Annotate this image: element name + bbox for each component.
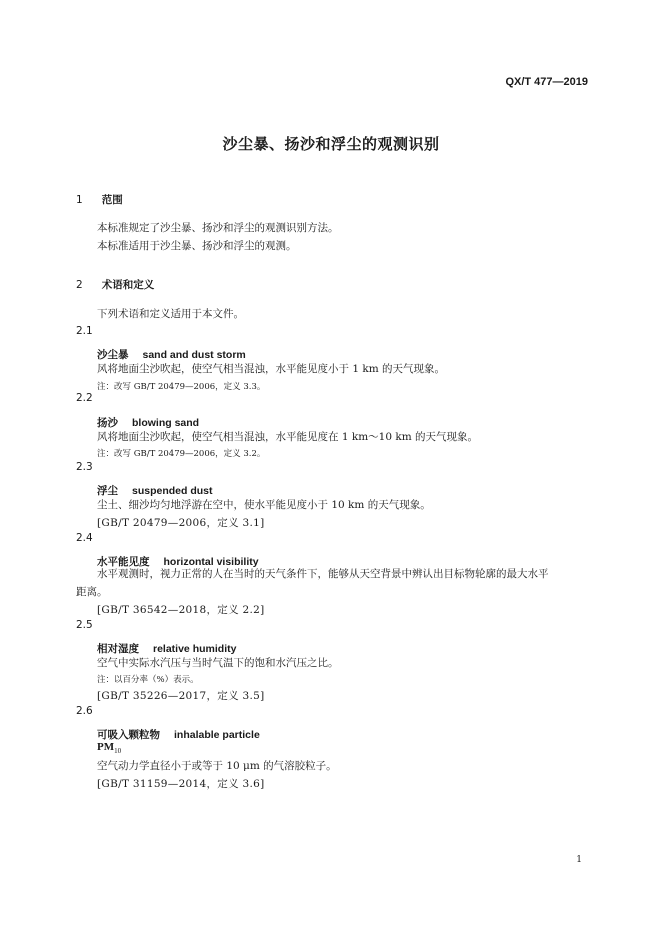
section-1-paragraph-1: 本标准规定了沙尘暴、扬沙和浮尘的观测识别方法。 bbox=[97, 222, 339, 234]
term-chinese: 沙尘暴 bbox=[97, 349, 129, 361]
term-chinese: 相对湿度 bbox=[97, 643, 139, 655]
term-number: 2.1 bbox=[76, 325, 93, 337]
term-note: 注：改写 GB/T 20479—2006，定义 3.2。 bbox=[97, 449, 266, 459]
term-definition-line-2: 距离。 bbox=[76, 586, 108, 598]
term-definition: 空气中实际水汽压与当时气温下的饱和水汽压之比。 bbox=[97, 657, 339, 669]
section-2-intro: 下列术语和定义适用于本文件。 bbox=[97, 308, 244, 320]
page-number: 1 bbox=[576, 855, 582, 865]
section-title: 术语和定义 bbox=[101, 279, 155, 291]
section-1-heading bbox=[76, 188, 123, 207]
term-number: 2.2 bbox=[76, 392, 93, 404]
term-chinese: 可吸入颗粒物 bbox=[97, 729, 160, 741]
term-heading bbox=[97, 411, 199, 430]
term-definition: 空气动力学直径小于或等于 10 μm 的气溶胶粒子。 bbox=[97, 760, 337, 772]
term-english: sand and dust storm bbox=[142, 349, 246, 361]
term-heading bbox=[97, 637, 236, 656]
section-1-paragraph-2: 本标准适用于沙尘暴、扬沙和浮尘的观测。 bbox=[97, 240, 297, 252]
term-heading bbox=[97, 343, 246, 362]
document-title: 沙尘暴、扬沙和浮尘的观测识别 bbox=[222, 135, 440, 153]
term-source: [GB/T 31159—2014，定义 3.6] bbox=[97, 778, 265, 790]
term-english: relative humidity bbox=[153, 643, 237, 655]
section-number: 2 bbox=[76, 279, 83, 291]
standard-code: QX/T 477—2019 bbox=[505, 76, 588, 88]
term-number: 2.4 bbox=[76, 532, 93, 544]
section-2-heading bbox=[76, 273, 154, 292]
term-definition: 尘土、细沙均匀地浮游在空中，使水平能见度小于 10 km 的天气现象。 bbox=[97, 499, 431, 511]
term-note: 注：以百分率（%）表示。 bbox=[97, 675, 199, 685]
term-chinese: 水平能见度 bbox=[97, 556, 150, 568]
term-english: horizontal visibility bbox=[163, 556, 259, 568]
term-source: [GB/T 35226—2017，定义 3.5] bbox=[97, 690, 265, 702]
term-source: [GB/T 36542—2018，定义 2.2] bbox=[97, 604, 265, 616]
symbol-subscript: 10 bbox=[114, 747, 122, 756]
section-number: 1 bbox=[76, 194, 83, 206]
term-heading bbox=[97, 723, 260, 742]
term-chinese: 浮尘 bbox=[97, 485, 118, 497]
term-english: inhalable particle bbox=[174, 729, 260, 741]
term-definition: 风将地面尘沙吹起，使空气相当混浊，水平能见度在 1 km～10 km 的天气现象。 bbox=[97, 431, 479, 443]
term-note: 注：改写 GB/T 20479—2006，定义 3.3。 bbox=[97, 382, 266, 392]
term-symbol bbox=[97, 741, 121, 755]
term-heading bbox=[97, 479, 213, 498]
term-english: suspended dust bbox=[132, 485, 213, 497]
term-chinese: 扬沙 bbox=[97, 417, 118, 429]
section-title: 范围 bbox=[101, 194, 123, 206]
term-source: [GB/T 20479—2006，定义 3.1] bbox=[97, 517, 265, 529]
term-number: 2.6 bbox=[76, 705, 93, 717]
term-number: 2.5 bbox=[76, 619, 93, 631]
term-number: 2.3 bbox=[76, 461, 93, 473]
term-english: blowing sand bbox=[132, 417, 200, 429]
term-definition-line-1: 水平观测时，视力正常的人在当时的天气条件下，能够从天空背景中辨认出目标物轮廓的最大水平 bbox=[97, 568, 549, 580]
term-definition: 风将地面尘沙吹起，使空气相当混浊，水平能见度小于 1 km 的天气现象。 bbox=[97, 363, 446, 375]
symbol-main: PM bbox=[97, 741, 115, 753]
